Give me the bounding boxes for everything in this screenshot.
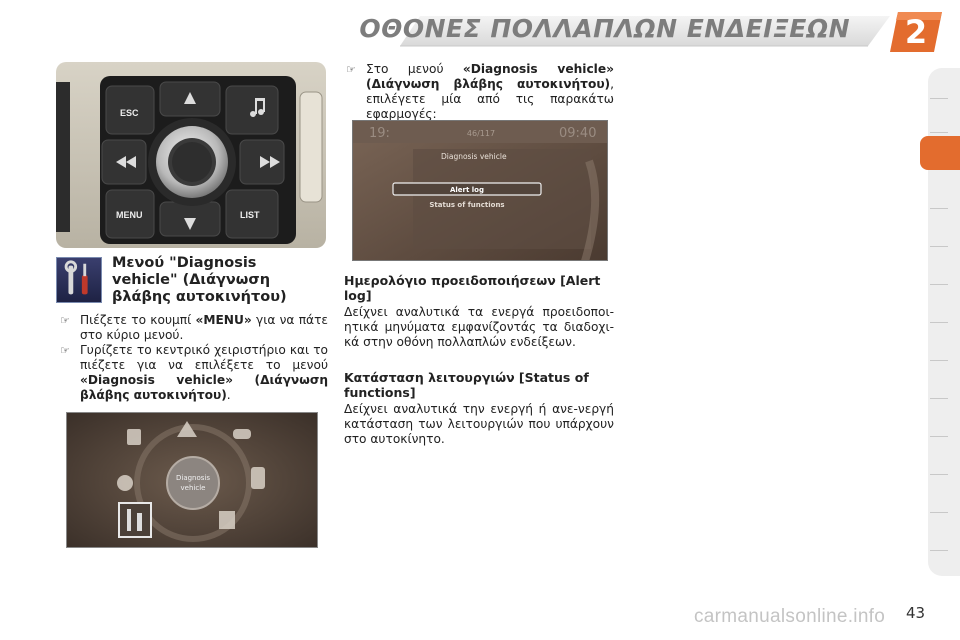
watermark: carmanualsonline.info (694, 606, 886, 627)
status-functions-description: Δείχνει αναλυτικά την ενεργή ή ανε-νεργή κατάσταση των λειτουργιών που υπάρχουν στο αυτοκίνητο. (344, 402, 614, 446)
menu-center-label-1: Diagnosis (175, 474, 211, 482)
bullet-icon: ☞ (346, 63, 356, 76)
alert-log-heading: Ημερολόγιο προειδοποιήσεων [Alert log] (344, 273, 601, 303)
diagnosis-tools-icon (56, 257, 102, 303)
status-of-functions-item: Status of functions (429, 201, 505, 209)
menu-center-label-2: vehicle (180, 484, 206, 492)
menu-item-icon (117, 475, 133, 491)
menu-item-icon (251, 467, 265, 489)
diagnosis-vehicle-screen-figure (352, 120, 608, 261)
tab-divider (930, 360, 948, 361)
status-functions-heading: Κατάσταση λειτουργιών [Status of functions] (344, 370, 589, 400)
chapter-tab-active (920, 136, 960, 170)
console-controls-figure (56, 62, 326, 248)
bullet-icon: ☞ (60, 344, 70, 357)
status-time-right: 09:40 (559, 126, 597, 141)
tab-divider (930, 398, 948, 399)
page-number: 43 (906, 604, 926, 622)
tab-divider (930, 284, 948, 285)
status-time-left: 19: (369, 126, 390, 141)
bullet-icon: ☞ (60, 314, 70, 327)
tab-divider (930, 436, 948, 437)
page-title: ΟΘΟΝΕΣ ΠΟΛΛΑΠΛΩΝ ΕΝΔΕΙΞΕΩΝ (359, 14, 850, 43)
menu-item-icon (233, 429, 251, 439)
alert-log-item: Alert log (449, 186, 485, 194)
esc-button-label: ESC (120, 108, 139, 118)
tab-divider (930, 98, 948, 99)
menu-item-icon (127, 429, 141, 445)
list-button-label: LIST (240, 210, 260, 220)
menu-button-label: MENU (116, 210, 143, 220)
chapter-number: 2 (904, 13, 928, 51)
selected-diagnosis-icon (119, 503, 151, 537)
tab-divider (930, 322, 948, 323)
instruction-turn-knob: Γυρίζετε το κεντρικό χειριστήριο και το πιέζετε για να επιλέξετε το μενού «Diagnosis vehicle» (Διάγνωση βλάβης αυτοκινήτου). (80, 343, 328, 402)
tab-divider (930, 208, 948, 209)
tab-divider (930, 474, 948, 475)
tab-divider (930, 132, 948, 133)
section-heading: Μενού "Diagnosis vehicle" (Διάγνωση βλάβης αυτοκινήτου) (112, 255, 287, 305)
main-menu-screen-figure (66, 412, 318, 548)
alert-log-description: Δείχνει αναλυτικά τα ενεργά προειδοποι-ητικά μηνύματα εμφανίζοντάς τα διαδοχι-κά στην οθόνη πολλαπλών ενδείξεων. (344, 305, 614, 349)
status-center: 46/117 (466, 129, 496, 138)
instruction-choose-application: Στο μενού «Diagnosis vehicle» (Διάγνωση βλάβης αυτοκινήτου), επιλέγετε μία από τις παρακάτω εφαρμογές: (366, 62, 614, 121)
tab-divider (930, 246, 948, 247)
screen-title: Diagnosis vehicle (441, 152, 507, 161)
tab-divider (930, 550, 948, 551)
instruction-press-menu: Πιέζετε το κουμπί «MENU» για να πάτε στο κύριο μενού. (80, 313, 328, 342)
tab-divider (930, 512, 948, 513)
menu-item-icon (219, 511, 235, 529)
